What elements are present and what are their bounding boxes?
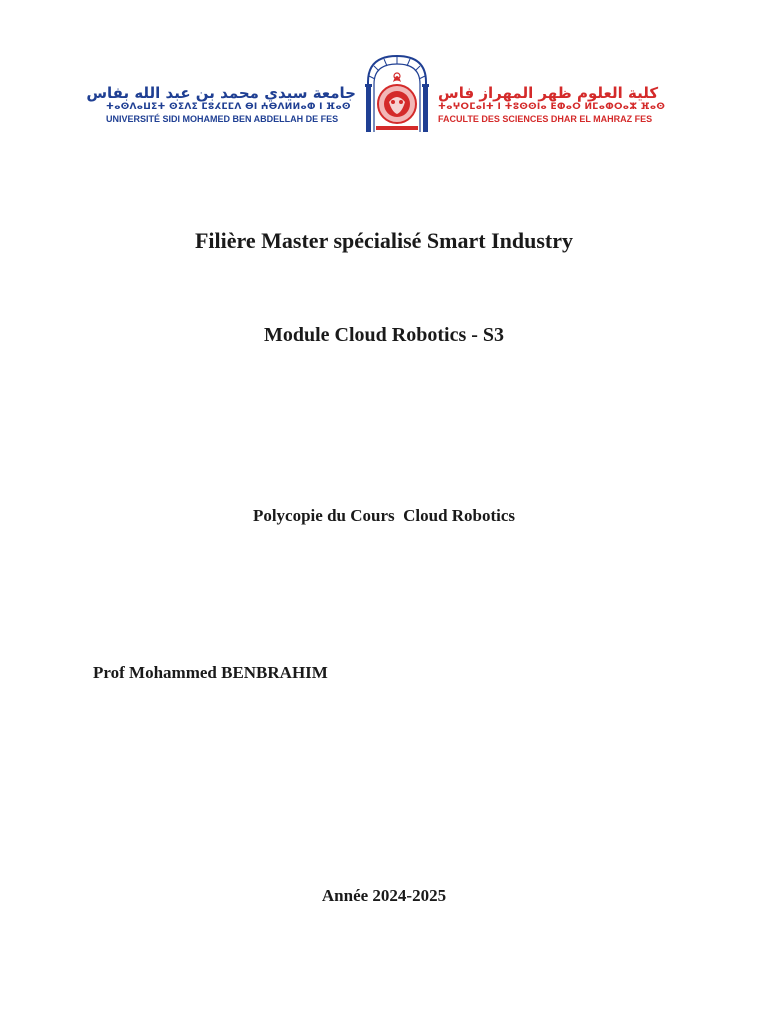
academic-year: Année 2024-2025	[321, 886, 447, 905]
faculty-name-block	[438, 84, 668, 125]
author-name: Prof Mohammed BENBRAHIM	[93, 663, 328, 682]
faculty-name-arabic: كلية العلوم ظهر المهراز فاس	[438, 84, 659, 102]
university-name-block	[86, 84, 356, 125]
university-name-arabic: جامعة سيدي محمد بن عبد الله بفاس	[86, 84, 356, 102]
faculty-name-french: FACULTE DES SCIENCES DHAR EL MAHRAZ FES	[438, 114, 653, 124]
module-title: Module Cloud Robotics - S3	[263, 324, 505, 346]
faculty-name-tifinagh: ⵜⴰⵖⵔⵎⴰⵏⵜ ⵏ ⵜⵓⵙⵙⵏⴰ ⴹⵀⴰⵔ ⵍⵎⴰⵀⵔⴰⵣ ⴼⴰⵙ	[438, 102, 666, 112]
university-emblem-icon	[362, 52, 432, 134]
university-name-tifinagh: ⵜⴰⵙⴷⴰⵡⵉⵜ ⵙⵉⴷⵉ ⵎⵓⵃⵎⵎⴷ ⴱⵏ ⵄⴱⴷⵍⵍⴰⵀ ⵏ ⴼⴰⵙ	[106, 102, 351, 112]
program-title: Filière Master spécialisé Smart Industry	[194, 228, 574, 253]
course-subtitle: Polycopie du Cours Cloud Robotics	[252, 506, 516, 525]
institution-header	[86, 50, 668, 136]
university-name-french: UNIVERSITÉ SIDI MOHAMED BEN ABDELLAH DE FES	[106, 114, 339, 124]
